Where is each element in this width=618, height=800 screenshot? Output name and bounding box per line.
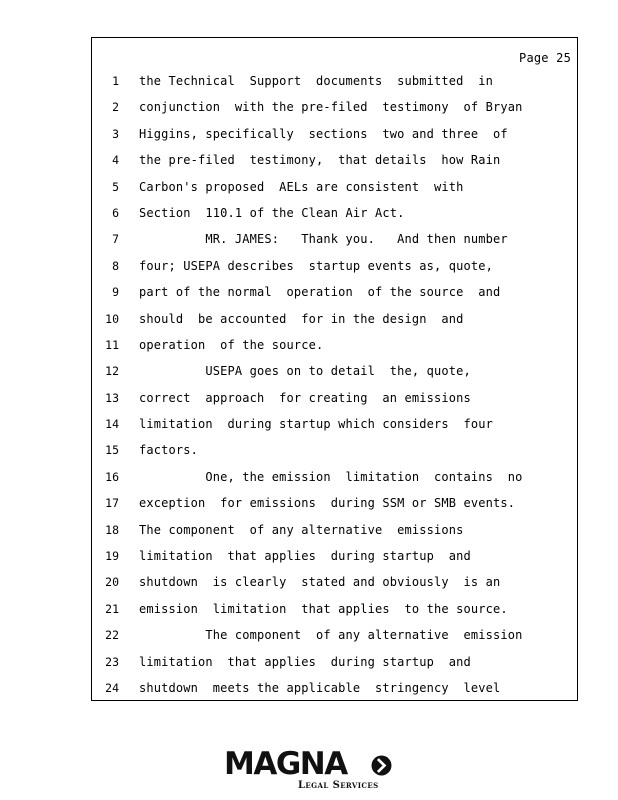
line-number: 18 xyxy=(105,522,119,537)
line-number: 4 xyxy=(112,153,119,168)
line-text: four; USEPA describes startup events as, quote, xyxy=(139,258,493,273)
transcript-line xyxy=(92,204,577,230)
transcript-line xyxy=(92,679,577,705)
transcript-line xyxy=(92,151,577,177)
line-number: 8 xyxy=(112,258,119,273)
line-text: the Technical Support documents submitted in xyxy=(139,74,493,88)
line-text: part of the normal operation of the source and xyxy=(139,285,501,300)
transcript-line xyxy=(92,257,577,283)
line-text: Carbon's proposed AELs are consistent with xyxy=(139,179,464,194)
line-text: The component of any alternative emissions xyxy=(139,522,464,537)
transcript-line xyxy=(92,573,577,599)
line-number: 9 xyxy=(112,285,119,300)
line-number: 15 xyxy=(105,443,119,458)
magna-logo xyxy=(224,747,396,793)
transcript-line xyxy=(92,494,577,520)
transcript-lines xyxy=(92,72,577,705)
line-text: USEPA goes on to detail the, quote, xyxy=(139,364,471,379)
line-number: 24 xyxy=(105,680,119,695)
transcript-line xyxy=(92,336,577,362)
line-text: limitation during startup which considers four xyxy=(139,417,493,432)
transcript-line xyxy=(92,441,577,467)
page-number-label: Page 25 xyxy=(519,51,571,65)
line-text: conjunction with the pre-filed testimony of Bryan xyxy=(139,100,523,115)
line-number: 16 xyxy=(105,469,119,484)
line-number: 13 xyxy=(105,390,119,405)
line-text: operation of the source. xyxy=(139,337,324,352)
line-text: shutdown is clearly stated and obviously is an xyxy=(139,575,501,590)
transcript-line xyxy=(92,178,577,204)
line-number: 19 xyxy=(105,549,119,564)
line-number: 11 xyxy=(105,337,119,352)
line-number: 14 xyxy=(105,417,119,432)
line-text: exception for emissions during SSM or SMB events. xyxy=(139,496,516,511)
transcript-line xyxy=(92,653,577,679)
transcript-line xyxy=(92,230,577,256)
line-text: emission limitation that applies to the source. xyxy=(139,601,508,616)
line-number: 23 xyxy=(105,654,119,669)
line-number: 21 xyxy=(105,601,119,616)
line-text: factors. xyxy=(139,443,198,458)
line-number: 22 xyxy=(105,628,119,643)
line-number: 17 xyxy=(105,496,119,511)
transcript-line xyxy=(92,310,577,336)
line-number: 1 xyxy=(112,74,119,88)
line-number: 7 xyxy=(112,232,119,247)
transcript-line xyxy=(92,98,577,124)
transcript-line xyxy=(92,626,577,652)
transcript-line xyxy=(92,125,577,151)
transcript-line xyxy=(92,362,577,388)
logo-wordmark: MAGNA xyxy=(224,746,347,782)
transcript-line xyxy=(92,283,577,309)
transcript-line xyxy=(92,547,577,573)
line-number: 10 xyxy=(105,311,119,326)
line-text: One, the emission limitation contains no xyxy=(139,469,523,484)
line-text: the pre-filed testimony, that details how Rain xyxy=(139,153,501,168)
transcript-line xyxy=(92,389,577,415)
line-number: 5 xyxy=(112,179,119,194)
line-text: Higgins, specifically sections two and three of xyxy=(139,126,508,141)
transcript-line xyxy=(92,415,577,441)
line-text: The component of any alternative emission xyxy=(139,628,523,643)
line-text: should be accounted for in the design and xyxy=(139,311,464,326)
line-text: limitation that applies during startup and xyxy=(139,654,471,669)
transcript-line xyxy=(92,72,577,98)
line-number: 2 xyxy=(112,100,119,115)
transcript-line xyxy=(92,468,577,494)
line-text: MR. JAMES: Thank you. And then number xyxy=(139,232,508,247)
line-number: 6 xyxy=(112,205,119,220)
transcript-line xyxy=(92,521,577,547)
line-text: Section 110.1 of the Clean Air Act. xyxy=(139,205,405,220)
line-number: 3 xyxy=(112,126,119,141)
line-number: 12 xyxy=(105,364,119,379)
chevron-right-circle-icon xyxy=(371,755,392,776)
line-text: shutdown meets the applicable stringency level xyxy=(139,680,501,695)
line-number: 20 xyxy=(105,575,119,590)
line-text: limitation that applies during startup and xyxy=(139,549,471,564)
line-text: correct approach for creating an emissions xyxy=(139,390,471,405)
transcript-line xyxy=(92,600,577,626)
logo-subtitle: Legal Services xyxy=(298,780,379,791)
transcript-page-frame xyxy=(91,37,578,701)
